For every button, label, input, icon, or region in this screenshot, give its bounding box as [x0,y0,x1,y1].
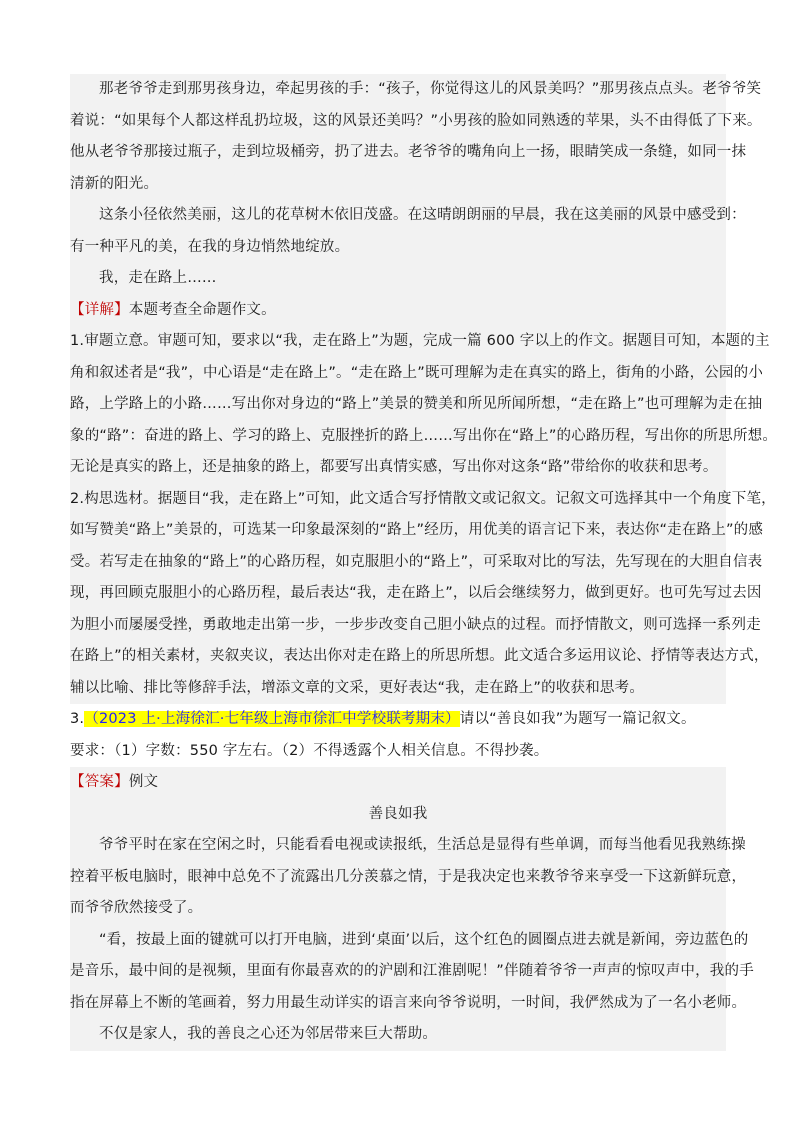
essay-line: 而爷爷欣然接受了。 [70,900,203,916]
detail-line: 路，上学路上的小路……写出你对身边的“路上”美景的赞美和所见所闻所想，“走在路上”也可理解为走在抽 [70,396,763,412]
essay-line: 是音乐，最中间的是视频，里面有你最喜欢的的沪剧和江淮剧呢！”伴随着爷爷一声声的惊叹声中，我的手 [70,963,754,979]
detail-line: 现，再回顾克服胆小的心路历程，最后表达“我，走在路上”，以后会继续努力，做到更好。也可先写过去因 [70,585,762,601]
answer-section [70,767,754,1051]
detail-bracket-label: 【详解】 [70,301,129,318]
answer-bracket-label: 【答案】 [70,774,129,790]
paragraph-line: 着说：“如果每个人都这样乱扔垃圾，这的风景还美吗？”小男孩的脸如同熟透的苹果，头不由得低了下来。 [70,112,762,129]
detail-line: 为胆小而屡屡受挫，勇敢地走出第一步，一步步改变自己胆小缺点的过程。而抒情散文，则可选择一系列走 [70,616,761,633]
detail-line: 角和叙述者是“我”，中心语是“走在路上”。“走在路上”既可理解为走在真实的路上，街角的小路，公园的小 [70,364,764,381]
answer-label-text: 例文 [128,774,159,790]
detail-line: 在路上”的相关素材，夹叙夹议，表达出你对走在路上的所思所想。此文适合多运用议论、抒情等表达方式， [70,648,769,664]
question-requirements: 要求：（1）字数：550 字左右。（2）不得透露个人相关信息。不得抄袭。 [70,742,549,759]
question-source-highlight: （2023 上·上海徐汇·七年级上海市徐汇中学校联考期末） [84,711,460,727]
detail-intro: 本题考查全命题作文。 [128,301,276,318]
essay-line: 指在屏幕上不断的笔画着，努力用最生动详实的语言来向爷爷说明，一时间，我俨然成为了一名小老师。 [70,994,747,1011]
answer-heading [70,767,726,799]
essay-line: 爷爷平时在家在空闲之时，只能看看电视或读报纸，生活总是显得有些单调，而每当他看见我熟练操 [99,837,746,853]
paragraph-line: 我，走在路上…… [99,270,217,286]
detail-line: 受。若写走在抽象的“路上”的心路历程，如克服胆小的“路上”，可采取对比的写法，先写现在的大胆自信表 [70,553,763,570]
question-3 [70,704,726,767]
detail-line: 象的“路”：奋进的路上、学习的路上、克服挫折的路上……写出你在“路上”的心路历程，写出你的所思所想。 [70,427,778,444]
detail-line: 无论是真实的路上，还是抽象的路上，都要写出真情实感，写出你对这条“路”带给你的收获和思考。 [70,459,718,475]
paragraph-line: 清新的阳光。 [70,175,159,192]
detail-line: 辅以比喻、排比等修辞手法，增添文章的文采，更好表达“我，走在路上”的收获和思考。 [70,679,645,696]
question-line [70,704,726,736]
essay-title: 善良如我 [368,805,428,822]
paragraph-line: 那老爷爷走到那男孩身边，牵起男孩的手：“孩子，你觉得这儿的风景美吗？”那男孩点点头。老爷爷笑 [99,81,762,97]
detail-line: 1.审题立意。审题可知，要求以“我，走在路上”为题，完成一篇 600 字以上的作文。据题目可知，本题的主 [70,333,770,349]
detail-line: 2.构思选材。据题目“我，走在路上”可知，此文适合写抒情散文或记叙文。记叙文可选择其中一个角度下笔， [70,490,776,507]
detail-heading [70,295,726,327]
document-page [70,74,778,1051]
story-excerpt [70,74,762,295]
question-number: 3. [70,711,85,727]
essay-line: 不仅是家人，我的善良之心还为邻居带来巨大帮助。 [99,1026,438,1042]
detail-line: 如写赞美“路上”美景的，可选某一印象最深刻的“路上”经历，用优美的语言记下来，表达你“走在路上”的感 [70,522,764,538]
essay-line: 控着平板电脑时，眼神中总免不了流露出几分羡慕之情，于是我决定也来教爷爷来享受一下这新鲜玩意， [70,868,747,885]
essay-line: “看，按最上面的键就可以打开电脑，进到‘桌面’以后，这个红色的圆圈点进去就是新闻，旁边蓝色的 [99,931,749,948]
detail-section [70,295,778,705]
paragraph-line: 他从老爷爷那接过瓶子，走到垃圾桶旁，扔了进去。老爷爷的嘴角向上一扬，眼睛笑成一条缝，如同一抹 [70,144,747,160]
question-prompt: 请以“善良如我”为题写一篇记叙文。 [459,711,696,727]
paragraph-line: 这条小径依然美丽，这儿的花草树木依旧茂盛。在这晴朗朗丽的早晨，我在这美丽的风景中感受到： [99,207,746,223]
paragraph-line: 有一种平凡的美，在我的身边悄然地绽放。 [70,238,350,255]
